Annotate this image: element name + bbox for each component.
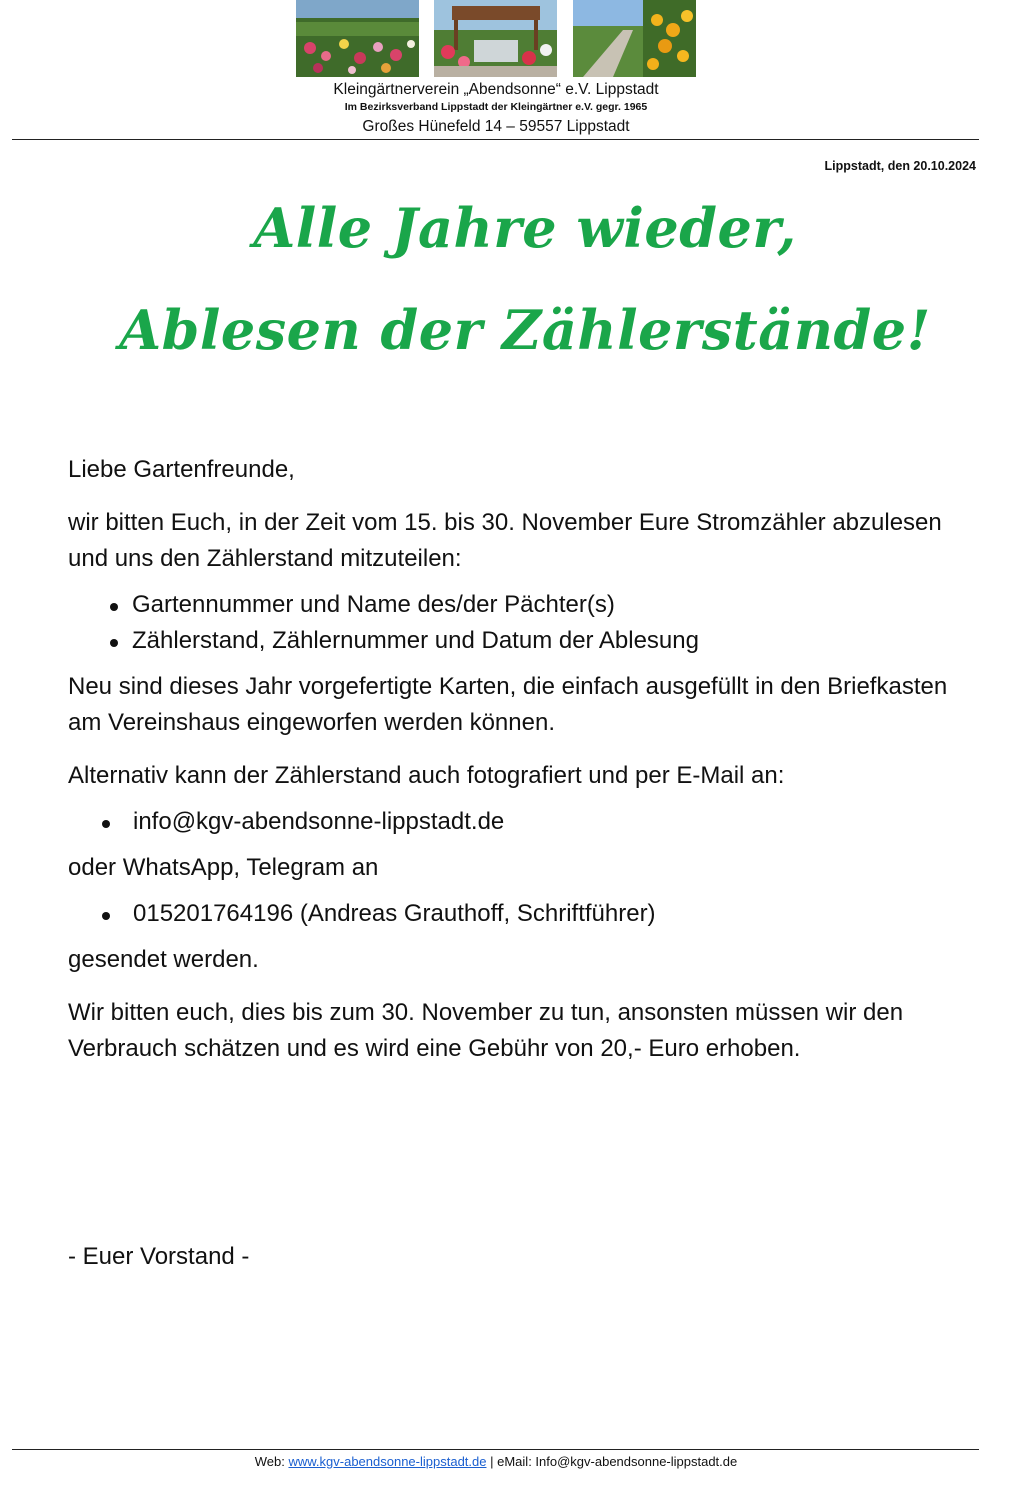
- phone-number: 015201764196 (Andreas Grauthoff, Schriftführer): [133, 900, 656, 927]
- bullet-icon: [102, 912, 110, 920]
- letter-body: [68, 452, 968, 1084]
- footer-web-link[interactable]: www.kgv-abendsonne-lippstadt.de: [288, 1454, 487, 1469]
- garden-beds-photo: [296, 0, 419, 77]
- cards-paragraph: Neu sind dieses Jahr vorgefertigte Karten, die einfach ausgefüllt in den Briefkasten am Vereinshaus eingeworfen werden können.: [68, 673, 948, 736]
- footer-web-label: Web:: [254, 1454, 285, 1469]
- alternative-paragraph: Alternativ kann der Zählerstand auch fotografiert und per E-Mail an:: [68, 762, 785, 789]
- association-line: Im Bezirksverband Lippstadt der Kleingärtner e.V. gegr. 1965: [344, 101, 648, 113]
- date-line: Lippstadt, den 20.10.2024: [824, 159, 976, 173]
- intro-paragraph: wir bitten Euch, in der Zeit vom 15. bis 30. November Eure Stromzähler abzulesen und uns den Zählerstand mitzuteilen:: [68, 509, 942, 572]
- bullet-icon: [110, 639, 118, 647]
- sent-paragraph: gesendet werden.: [68, 946, 259, 973]
- messenger-paragraph: oder WhatsApp, Telegram an: [68, 854, 379, 881]
- deadline-paragraph: Wir bitten euch, dies bis zum 30. November zu tun, ansonsten müssen wir den Verbrauch schätzen und es wird eine Gebühr von 20,- Euro erhoben.: [68, 999, 904, 1062]
- list-item: Gartennummer und Name des/der Pächter(s): [68, 587, 968, 623]
- bullet-icon: [110, 603, 118, 611]
- garden-path-sunflowers-photo: [573, 0, 696, 77]
- bullet-icon: [102, 820, 110, 828]
- list-item: [68, 804, 968, 840]
- email-list: [68, 804, 968, 840]
- required-info-list: [68, 587, 968, 659]
- footer-separator: |: [490, 1454, 494, 1469]
- footer: [0, 1454, 992, 1469]
- footer-email: eMail: Info@kgv-abendsonne-lippstadt.de: [497, 1454, 738, 1469]
- email-address: info@kgv-abendsonne-lippstadt.de: [133, 808, 505, 835]
- headline-line-2: Ablesen der Zählerstände!: [119, 298, 931, 362]
- club-name: Kleingärtnerverein „Abendsonne“ e.V. Lippstadt: [333, 81, 659, 98]
- footer-divider: [12, 1449, 979, 1450]
- signature: - Euer Vorstand -: [68, 1243, 250, 1270]
- list-item: [68, 896, 968, 932]
- list-item: Zählerstand, Zählernummer und Datum der Ablesung: [68, 623, 968, 659]
- letterhead-photos: [296, 0, 696, 77]
- headline-line-1: Alle Jahre wieder,: [253, 196, 797, 260]
- club-address: Großes Hünefeld 14 – 59557 Lippstadt: [362, 118, 630, 135]
- phone-list: [68, 896, 968, 932]
- entrance-sign-flowers-photo: [434, 0, 557, 77]
- salutation: Liebe Gartenfreunde,: [68, 456, 295, 483]
- header-divider: [12, 139, 979, 140]
